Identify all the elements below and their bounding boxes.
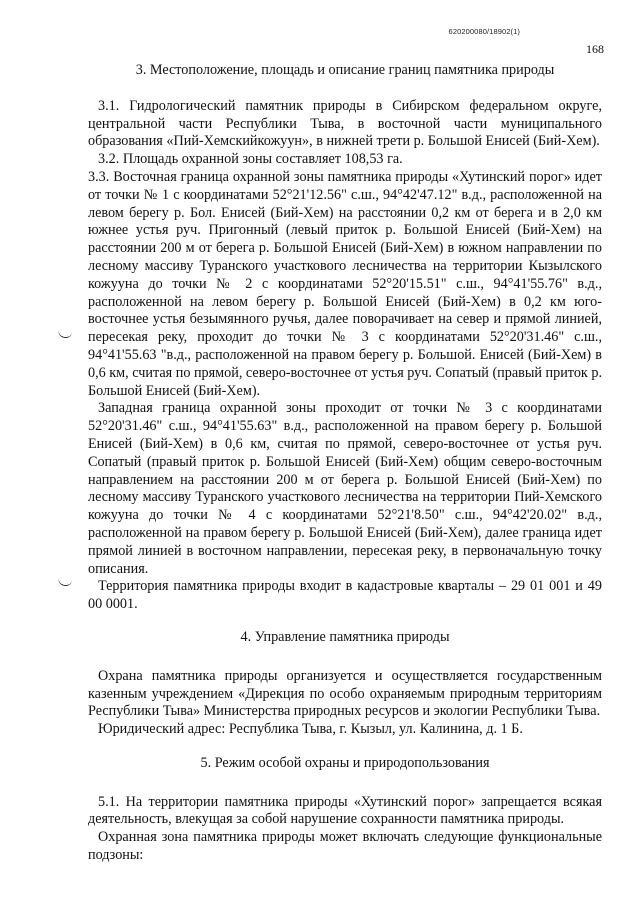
document-body: [88, 62, 602, 865]
paragraph-5-1: 5.1. На территории памятника природы «Хутинский порог» запрещается всякая деятельность, влекущая за собой нарушение сохранности памятника природы.: [88, 793, 602, 828]
section-3-title: 3. Местоположение, площадь и описание границ памятника природы: [135, 62, 555, 78]
paragraph-5-2: Охранная зона памятника природы может включать следующие функциональные подзоны:: [88, 829, 602, 864]
paragraph-3-3: 3.3. Восточная граница охранной зоны памятника природы «Хутинский порог» идет от точки № 1 с координатами 52°21'12.56" с.ш., 94°42'47.12" в.д., расположенной на левом берегу р. Бол. Енисей (Бий-Хем) на расстоянии 0,2 км от берега и в 2,0 км южнее устья руч. Пригонный (левый приток р. Большой Енисей (Бий-Хем) на расстоянии 200 м от берега р. Большой Енисей (Бий-Хем) в южном направлении по лесному массиву Туранского участкового лесничества на территории Кызылского кожууна до точки № 2 с координатами 52°20'15.51" с.ш., 94°41'55.76" в.д., расположенной на левом берегу р. Большой Енисей (Бий-Хем) в 0,2 км юго-восточнее устья безымянного ручья, далее поворачивает на север и прямой линией, пересекая реку, проходит до точки № 3 с координатами 52°20'31.46" с.ш., 94°41'55.63 "в.д., расположенной на правом берегу р. Большой. Енисей (Бий-Хем) в 0,6 км, считая по прямой, северо-восточнее от устья руч. Сопатый (правый приток р. Большой Енисей (Бий-Хем).: [88, 168, 602, 399]
paragraph-3-2: 3.2. Площадь охранной зоны составляет 108,53 га.: [98, 151, 403, 168]
paragraph-3-3-cadastral: Территория памятника природы входит в кадастровые кварталы – 29 01 001 и 49 00 0001.: [88, 578, 602, 613]
handwritten-margin-mark: [57, 328, 72, 339]
page-number: 168: [586, 42, 604, 56]
section-5-title: 5. Режим особой охраны и природопользования: [200, 754, 490, 771]
paragraph-4-1: Охрана памятника природы организуется и осуществляется государственным казенным учреждением «Дирекция по особо охраняемым природным территориям Республики Тыва» Министерства природных ресурсов и экологии Республики Тыва.: [88, 667, 602, 720]
paragraph-3-1: 3.1. Гидрологический памятник природы в Сибирском федеральном округе, центральной части Республики Тыва, в восточной части муниципального образования «Пий-Хемскийкожуун», в нижней трети р. Большой Енисей (Бий-Хем).: [88, 97, 602, 150]
paragraph-4-2: Юридический адрес: Республика Тыва, г. Кызыл, ул. Калинина, д. 1 Б.: [98, 721, 523, 738]
paragraph-3-3-west: Западная граница охранной зоны проходит от точки № 3 с координатами 52°20'31.46" с.ш., 94°41'55.63" в.д., расположенной на правом берегу р. Большой Енисей (Бий-Хем) в 0,6 км, считая по прямой, северо-восточнее от устья руч. Сопатый (правый приток р. Большой Енисей (Бий-Хем) общим северо-восточным направлением на расстоянии 200 м от берега р. Большой Енисей (Бий-Хем) по лесному массиву Туранского участкового лесничества на территории Пий-Хемского кожууна до точки № 4 с координатами 52°21'8.50" с.ш., 94°42'20.02" в.д., расположенной на правом берегу р. Большой Енисей (Бий-Хем), далее граница идет прямой линией в восточном направлении, пересекая реку, в первоначальную точку описания.: [88, 400, 602, 577]
section-4-title: 4. Управление памятника природы: [240, 628, 450, 645]
document-id: 620200080/18902(1): [448, 27, 520, 36]
handwritten-margin-mark: [57, 576, 72, 587]
